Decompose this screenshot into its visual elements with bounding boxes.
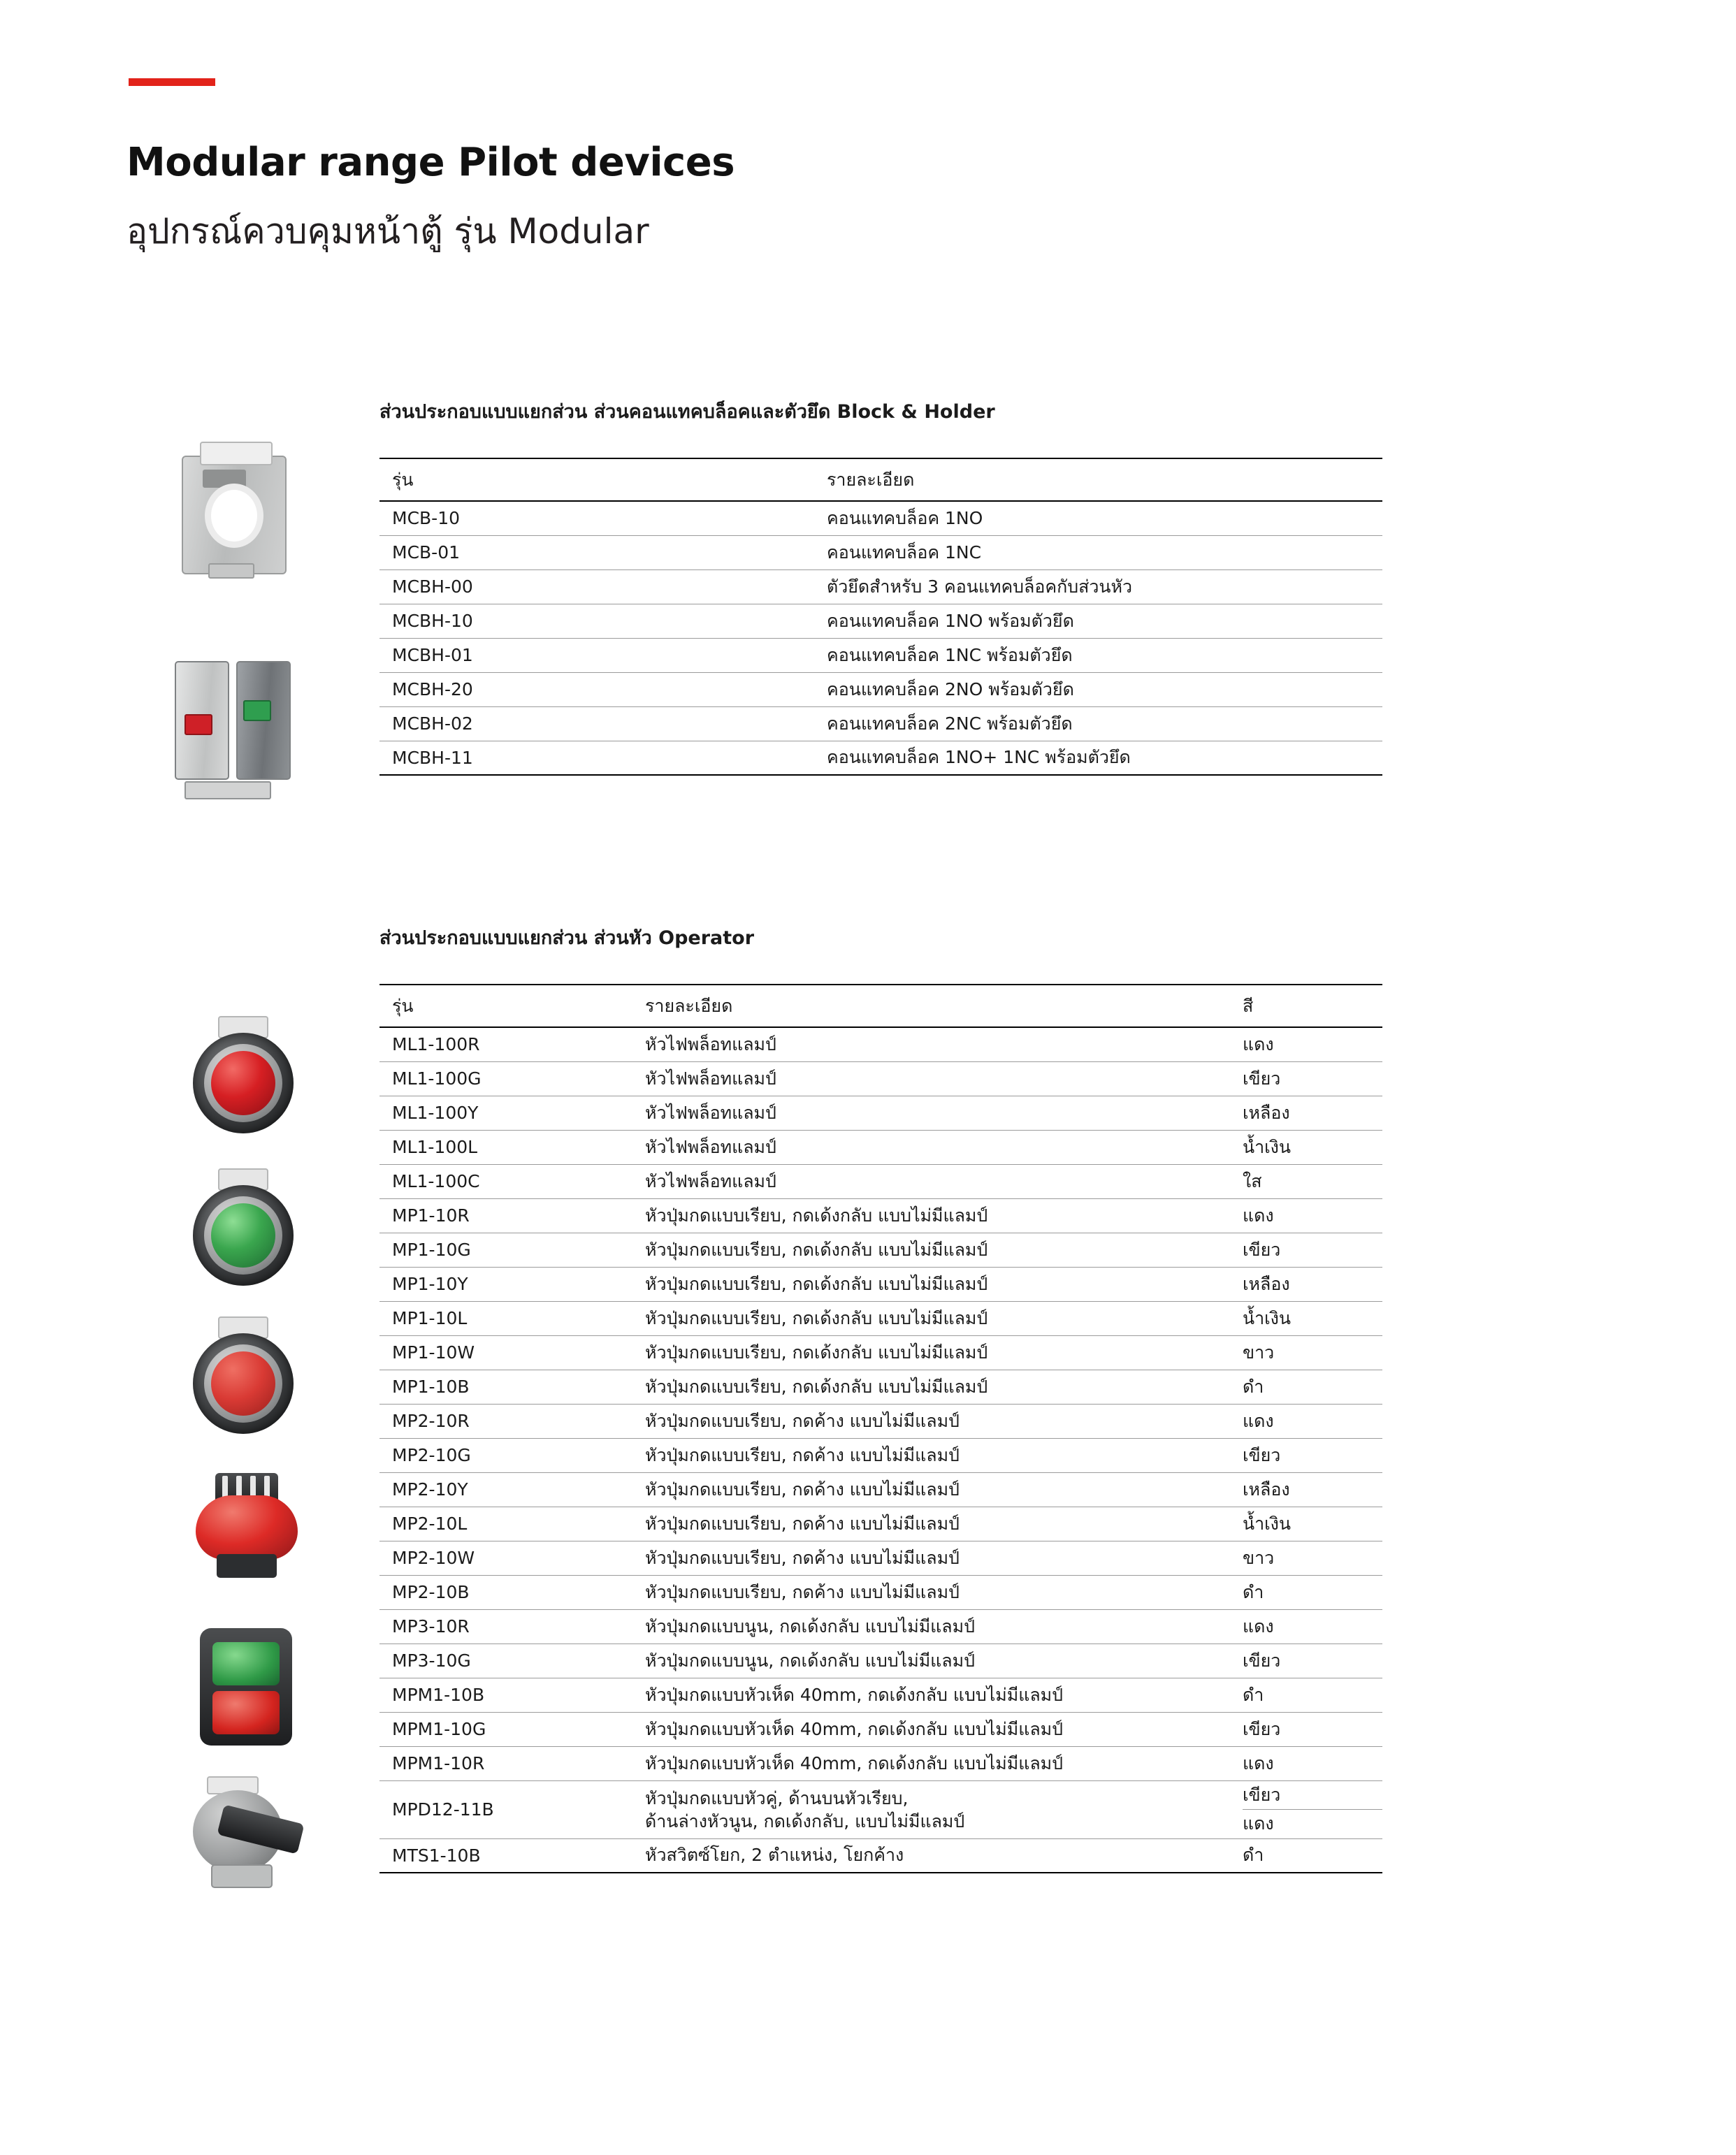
cell-color: ดำ (1243, 1370, 1382, 1404)
section-heading-block-holder: ส่วนประกอบแบบแยกส่วน ส่วนคอนแทคบล็อคและตัวยึด Block & Holder (379, 401, 995, 423)
cell-model: MP1-10B (379, 1370, 645, 1404)
cell-color: ดำ (1243, 1678, 1382, 1712)
cell-description: หัวปุ่มกดแบบเรียบ, กดค้าง แบบไม่มีแลมป์ (645, 1575, 1243, 1609)
cell-model: MP2-10R (379, 1404, 645, 1438)
table-row (379, 1644, 1382, 1678)
cell-model: MP2-10B (379, 1575, 645, 1609)
cell-model: MP2-10L (379, 1507, 645, 1541)
cell-description: หัวสวิตซ์โยก, 2 ตำแหน่ง, โยกค้าง (645, 1838, 1243, 1873)
cell-color: น้ำเงิน (1243, 1507, 1382, 1541)
cell-color: แดง (1243, 1404, 1382, 1438)
page-subtitle: อุปกรณ์ควบคุมหน้าตู้ รุ่น Modular (126, 211, 649, 252)
cell-model: MPM1-10G (379, 1712, 645, 1746)
cell-model: MP1-10R (379, 1198, 645, 1233)
cell-description: หัวปุ่มกดแบบหัวเห็ด 40mm, กดเด้งกลับ แบบไม่มีแลมป์ (645, 1746, 1243, 1780)
cell-color: ขาว (1243, 1335, 1382, 1370)
cell-model: MPM1-10R (379, 1746, 645, 1780)
cell-description: หัวปุ่มกดแบบหัวเห็ด 40mm, กดเด้งกลับ แบบไม่มีแลมป์ (645, 1712, 1243, 1746)
cell-description: หัวไฟพล็อทแลมป์ (645, 1061, 1243, 1096)
cell-description: คอนแทคบล็อค 1NO+ 1NC พร้อมตัวยึด (827, 741, 1382, 775)
table-row-double (379, 1780, 1382, 1838)
cell-color: ดำ (1243, 1838, 1382, 1873)
head-lens-red (211, 1051, 275, 1115)
table-row (379, 1301, 1382, 1335)
table-row (379, 1438, 1382, 1472)
col-header-description: รายละเอียด (827, 458, 1382, 501)
cell-description: หัวปุ่มกดแบบนูน, กดเด้งกลับ แบบไม่มีแลมป์ (645, 1644, 1243, 1678)
table-row (379, 1746, 1382, 1780)
table-row (379, 706, 1382, 741)
cell-color: ขาว (1243, 1541, 1382, 1575)
selector-nut (211, 1864, 273, 1888)
cell-description: คอนแทคบล็อค 2NC พร้อมตัวยึด (827, 706, 1382, 741)
cell-model: MP3-10G (379, 1644, 645, 1678)
table-row (379, 604, 1382, 638)
col-header-model: รุ่น (379, 985, 645, 1027)
cell-model: MP1-10G (379, 1233, 645, 1267)
color-bottom: แดง (1243, 1813, 1274, 1834)
cell-description: หัวปุ่มกดแบบเรียบ, กดค้าง แบบไม่มีแลมป์ (645, 1472, 1243, 1507)
col-header-description: รายละเอียด (645, 985, 1243, 1027)
double-pushbutton-head-figure (186, 1621, 305, 1754)
cell-color: เหลือง (1243, 1096, 1382, 1130)
description-line-1: หัวปุ่มกดแบบหัวคู่, ด้านบนหัวเรียบ, (645, 1787, 909, 1808)
double-button-green (212, 1642, 280, 1685)
table-row (379, 569, 1382, 604)
cell-model: ML1-100L (379, 1130, 645, 1164)
cell-description: หัวปุ่มกดแบบเรียบ, กดค้าง แบบไม่มีแลมป์ (645, 1404, 1243, 1438)
cell-description: คอนแทคบล็อค 1NC (827, 535, 1382, 569)
table-row (379, 672, 1382, 706)
description-line-2: ด้านล่างหัวนูน, กดเด้งกลับ, แบบไม่มีแลมป์ (645, 1811, 965, 1831)
cell-color: แดง (1243, 1198, 1382, 1233)
cell-model: MCB-10 (379, 501, 827, 535)
pilot-lamp-head-red-figure (187, 1027, 299, 1139)
table-operator (379, 984, 1382, 1873)
double-button-red (212, 1691, 280, 1734)
table-row (379, 1061, 1382, 1096)
cell-color: เขียว (1243, 1233, 1382, 1267)
cell-color: เหลือง (1243, 1472, 1382, 1507)
cell-description: หัวปุ่มกดแบบนูน, กดเด้งกลับ แบบไม่มีแลมป์ (645, 1609, 1243, 1644)
cell-description: หัวปุ่มกดแบบเรียบ, กดเด้งกลับ แบบไม่มีแลมป์ (645, 1233, 1243, 1267)
cell-description: หัวปุ่มกดแบบเรียบ, กดค้าง แบบไม่มีแลมป์ (645, 1438, 1243, 1472)
table-row (379, 741, 1382, 775)
table-row (379, 1472, 1382, 1507)
color-top: เขียว (1243, 1781, 1382, 1810)
cell-color: เขียว (1243, 1712, 1382, 1746)
cell-description: หัวปุ่มกดแบบเรียบ, กดเด้งกลับ แบบไม่มีแลมป์ (645, 1370, 1243, 1404)
cell-description: คอนแทคบล็อค 1NO (827, 501, 1382, 535)
cell-color: น้ำเงิน (1243, 1130, 1382, 1164)
table-row (379, 501, 1382, 535)
table-row (379, 1096, 1382, 1130)
table-row (379, 1712, 1382, 1746)
head-lens-red (211, 1351, 275, 1416)
table-row (379, 1575, 1382, 1609)
cell-color (1243, 1780, 1382, 1838)
table-row (379, 1164, 1382, 1198)
cell-color: แดง (1243, 1027, 1382, 1061)
table-row (379, 1678, 1382, 1712)
cell-color: น้ำเงิน (1243, 1301, 1382, 1335)
cell-color: แดง (1243, 1746, 1382, 1780)
cell-color: เขียว (1243, 1061, 1382, 1096)
table-row (379, 1609, 1382, 1644)
cell-description: หัวไฟพล็อทแลมป์ (645, 1096, 1243, 1130)
cell-model: MP3-10R (379, 1609, 645, 1644)
cell-model: ML1-100C (379, 1164, 645, 1198)
cell-model: MP2-10W (379, 1541, 645, 1575)
table-row (379, 1838, 1382, 1873)
cell-description: คอนแทคบล็อค 1NO พร้อมตัวยึด (827, 604, 1382, 638)
cell-model: MP2-10G (379, 1438, 645, 1472)
cell-description: หัวไฟพล็อทแลมป์ (645, 1130, 1243, 1164)
contact-block-foot (185, 781, 271, 799)
cell-description: หัวปุ่มกดแบบเรียบ, กดค้าง แบบไม่มีแลมป์ (645, 1541, 1243, 1575)
mushroom-base (217, 1554, 277, 1578)
holder-mount-hole (205, 484, 263, 548)
col-header-color: สี (1243, 985, 1382, 1027)
cell-model: MP1-10W (379, 1335, 645, 1370)
cell-model: MCBH-20 (379, 672, 827, 706)
cell-description: คอนแทคบล็อค 1NC พร้อมตัวยึด (827, 638, 1382, 672)
contact-block-pair-figure (169, 650, 316, 804)
cell-model: MCBH-02 (379, 706, 827, 741)
table-row (379, 1233, 1382, 1267)
table-row (379, 1027, 1382, 1061)
table-row (379, 1370, 1382, 1404)
cell-model: MCBH-00 (379, 569, 827, 604)
no-indicator (243, 700, 271, 721)
cell-description (645, 1780, 1243, 1838)
nc-indicator (185, 714, 212, 735)
holder-bottom-nub (208, 563, 254, 579)
cell-description: หัวปุ่มกดแบบเรียบ, กดเด้งกลับ แบบไม่มีแลมป์ (645, 1301, 1243, 1335)
cell-model: MPD12-11B (379, 1780, 645, 1838)
contact-block-holder-figure (166, 440, 306, 580)
table-row (379, 1507, 1382, 1541)
section-heading-operator: ส่วนประกอบแบบแยกส่วน ส่วนหัว Operator (379, 927, 755, 949)
cell-model: MP2-10Y (379, 1472, 645, 1507)
table-row (379, 1541, 1382, 1575)
table-row (379, 1198, 1382, 1233)
mushroom-head-red-figure (183, 1467, 309, 1586)
accent-rule (129, 78, 215, 86)
mushroom-cap (196, 1495, 298, 1560)
cell-description: หัวปุ่มกดแบบหัวเห็ด 40mm, กดเด้งกลับ แบบไม่มีแลมป์ (645, 1678, 1243, 1712)
cell-description: หัวไฟพล็อทแลมป์ (645, 1164, 1243, 1198)
table-row (379, 638, 1382, 672)
table-row (379, 1404, 1382, 1438)
page-title: Modular range Pilot devices (126, 140, 735, 185)
cell-model: MPM1-10B (379, 1678, 645, 1712)
cell-description: หัวปุ่มกดแบบเรียบ, กดค้าง แบบไม่มีแลมป์ (645, 1507, 1243, 1541)
table-row (379, 1335, 1382, 1370)
cell-model: ML1-100R (379, 1027, 645, 1061)
cell-model: ML1-100G (379, 1061, 645, 1096)
table-block-holder (379, 458, 1382, 776)
pushbutton-head-red-figure (187, 1328, 299, 1439)
cell-description: หัวปุ่มกดแบบเรียบ, กดเด้งกลับ แบบไม่มีแลมป์ (645, 1335, 1243, 1370)
cell-model: MCBH-01 (379, 638, 827, 672)
cell-model: MP1-10L (379, 1301, 645, 1335)
cell-color: เหลือง (1243, 1267, 1382, 1301)
table-row (379, 1267, 1382, 1301)
cell-model: MP1-10Y (379, 1267, 645, 1301)
cell-color: ดำ (1243, 1575, 1382, 1609)
cell-description: คอนแทคบล็อค 2NO พร้อมตัวยึด (827, 672, 1382, 706)
cell-model: ML1-100Y (379, 1096, 645, 1130)
holder-top-clip (200, 442, 273, 465)
table-row (379, 1130, 1382, 1164)
cell-model: MTS1-10B (379, 1838, 645, 1873)
cell-model: MCBH-10 (379, 604, 827, 638)
cell-color: ใส (1243, 1164, 1382, 1198)
cell-description: ตัวยึดสำหรับ 3 คอนแทคบล็อคกับส่วนหัว (827, 569, 1382, 604)
cell-color: เขียว (1243, 1438, 1382, 1472)
cell-description: หัวไฟพล็อทแลมป์ (645, 1027, 1243, 1061)
selector-switch-head-figure (180, 1775, 320, 1901)
cell-description: หัวปุ่มกดแบบเรียบ, กดเด้งกลับ แบบไม่มีแลมป์ (645, 1198, 1243, 1233)
cell-model: MCB-01 (379, 535, 827, 569)
col-header-model: รุ่น (379, 458, 827, 501)
cell-color: แดง (1243, 1609, 1382, 1644)
cell-description: หัวปุ่มกดแบบเรียบ, กดเด้งกลับ แบบไม่มีแลมป์ (645, 1267, 1243, 1301)
pushbutton-head-green-figure (187, 1180, 299, 1291)
cell-color: เขียว (1243, 1644, 1382, 1678)
head-lens-green (211, 1203, 275, 1268)
cell-model: MCBH-11 (379, 741, 827, 775)
table-row (379, 535, 1382, 569)
